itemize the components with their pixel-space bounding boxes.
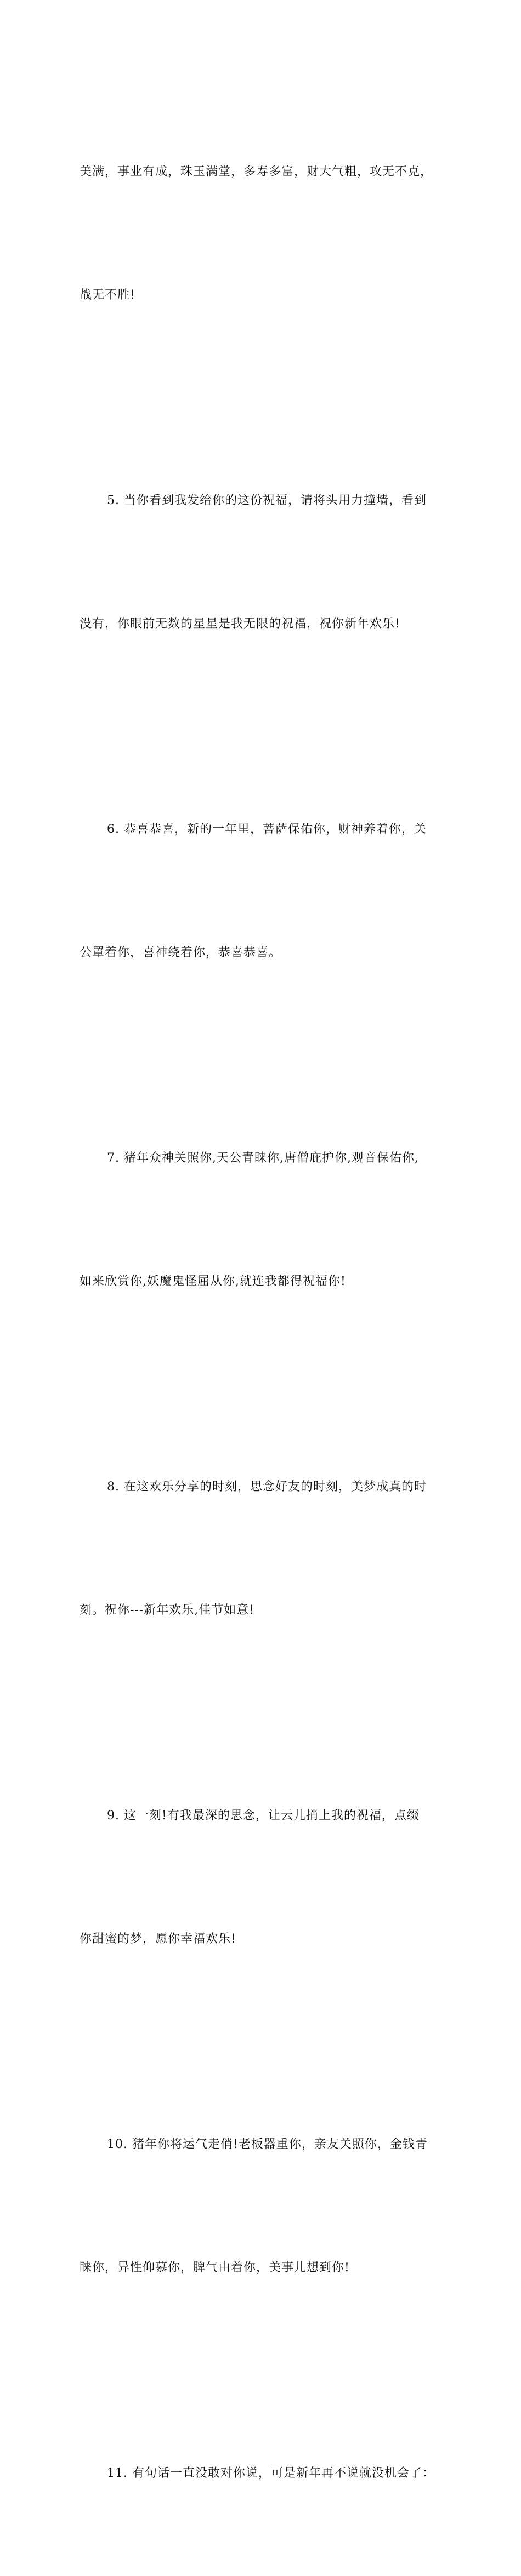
paragraph-line: 7. 猪年众神关照你,天公青睐你,唐僧庇护你,观音保佑你, bbox=[107, 1151, 419, 1165]
paragraph-line: 战无不胜! bbox=[80, 288, 135, 302]
paragraph-line: 11. 有句话一直没敢对你说，可是新年再不说就没机会了： bbox=[107, 2466, 435, 2480]
paragraph-line: 9. 这一刻!有我最深的思念，让云儿捎上我的祝福，点缀 bbox=[107, 1809, 420, 1823]
paragraph-line: 如来欣赏你,妖魔鬼怪屈从你,就连我都得祝福你! bbox=[80, 1275, 346, 1288]
paragraph-line: 睐你，异性仰慕你，脾气由着你，美事儿想到你! bbox=[80, 2261, 350, 2275]
paragraph-line: 你甜蜜的梦，愿你幸福欢乐! bbox=[80, 1932, 236, 1946]
document-body bbox=[80, 69, 452, 2576]
paragraph-line: 5. 当你看到我发给你的这份祝福，请将头用力撞墙，看到 bbox=[107, 494, 427, 507]
paragraph-6 bbox=[80, 727, 452, 1055]
paragraph-line: 刻。祝你---新年欢乐,佳节如意! bbox=[80, 1603, 255, 1617]
paragraph-4-continued bbox=[80, 69, 452, 398]
paragraph-line: 公罩着你，喜神绕着你，恭喜恭喜。 bbox=[80, 946, 282, 959]
paragraph-10 bbox=[80, 2042, 452, 2371]
paragraph-11 bbox=[80, 2371, 452, 2576]
paragraph-line: 没有，你眼前无数的星星是我无限的祝福，祝你新年欢乐! bbox=[80, 617, 400, 631]
paragraph-9 bbox=[80, 1713, 452, 2042]
paragraph-line: 美满，事业有成，珠玉满堂，多寿多富，财大气粗，攻无不克， bbox=[80, 165, 433, 179]
paragraph-line: 6. 恭喜恭喜，新的一年里，菩萨保佑你，财神养着你，关 bbox=[107, 823, 427, 836]
paragraph-line: 8. 在这欢乐分享的时刻，思念好友的时刻，美梦成真的时 bbox=[107, 1480, 427, 1494]
paragraph-line: 10. 猪年你将运气走俏!老板器重你，亲友关照你，金钱青 bbox=[107, 2138, 428, 2151]
paragraph-7 bbox=[80, 1055, 452, 1384]
paragraph-8 bbox=[80, 1384, 452, 1713]
paragraph-5 bbox=[80, 398, 452, 727]
